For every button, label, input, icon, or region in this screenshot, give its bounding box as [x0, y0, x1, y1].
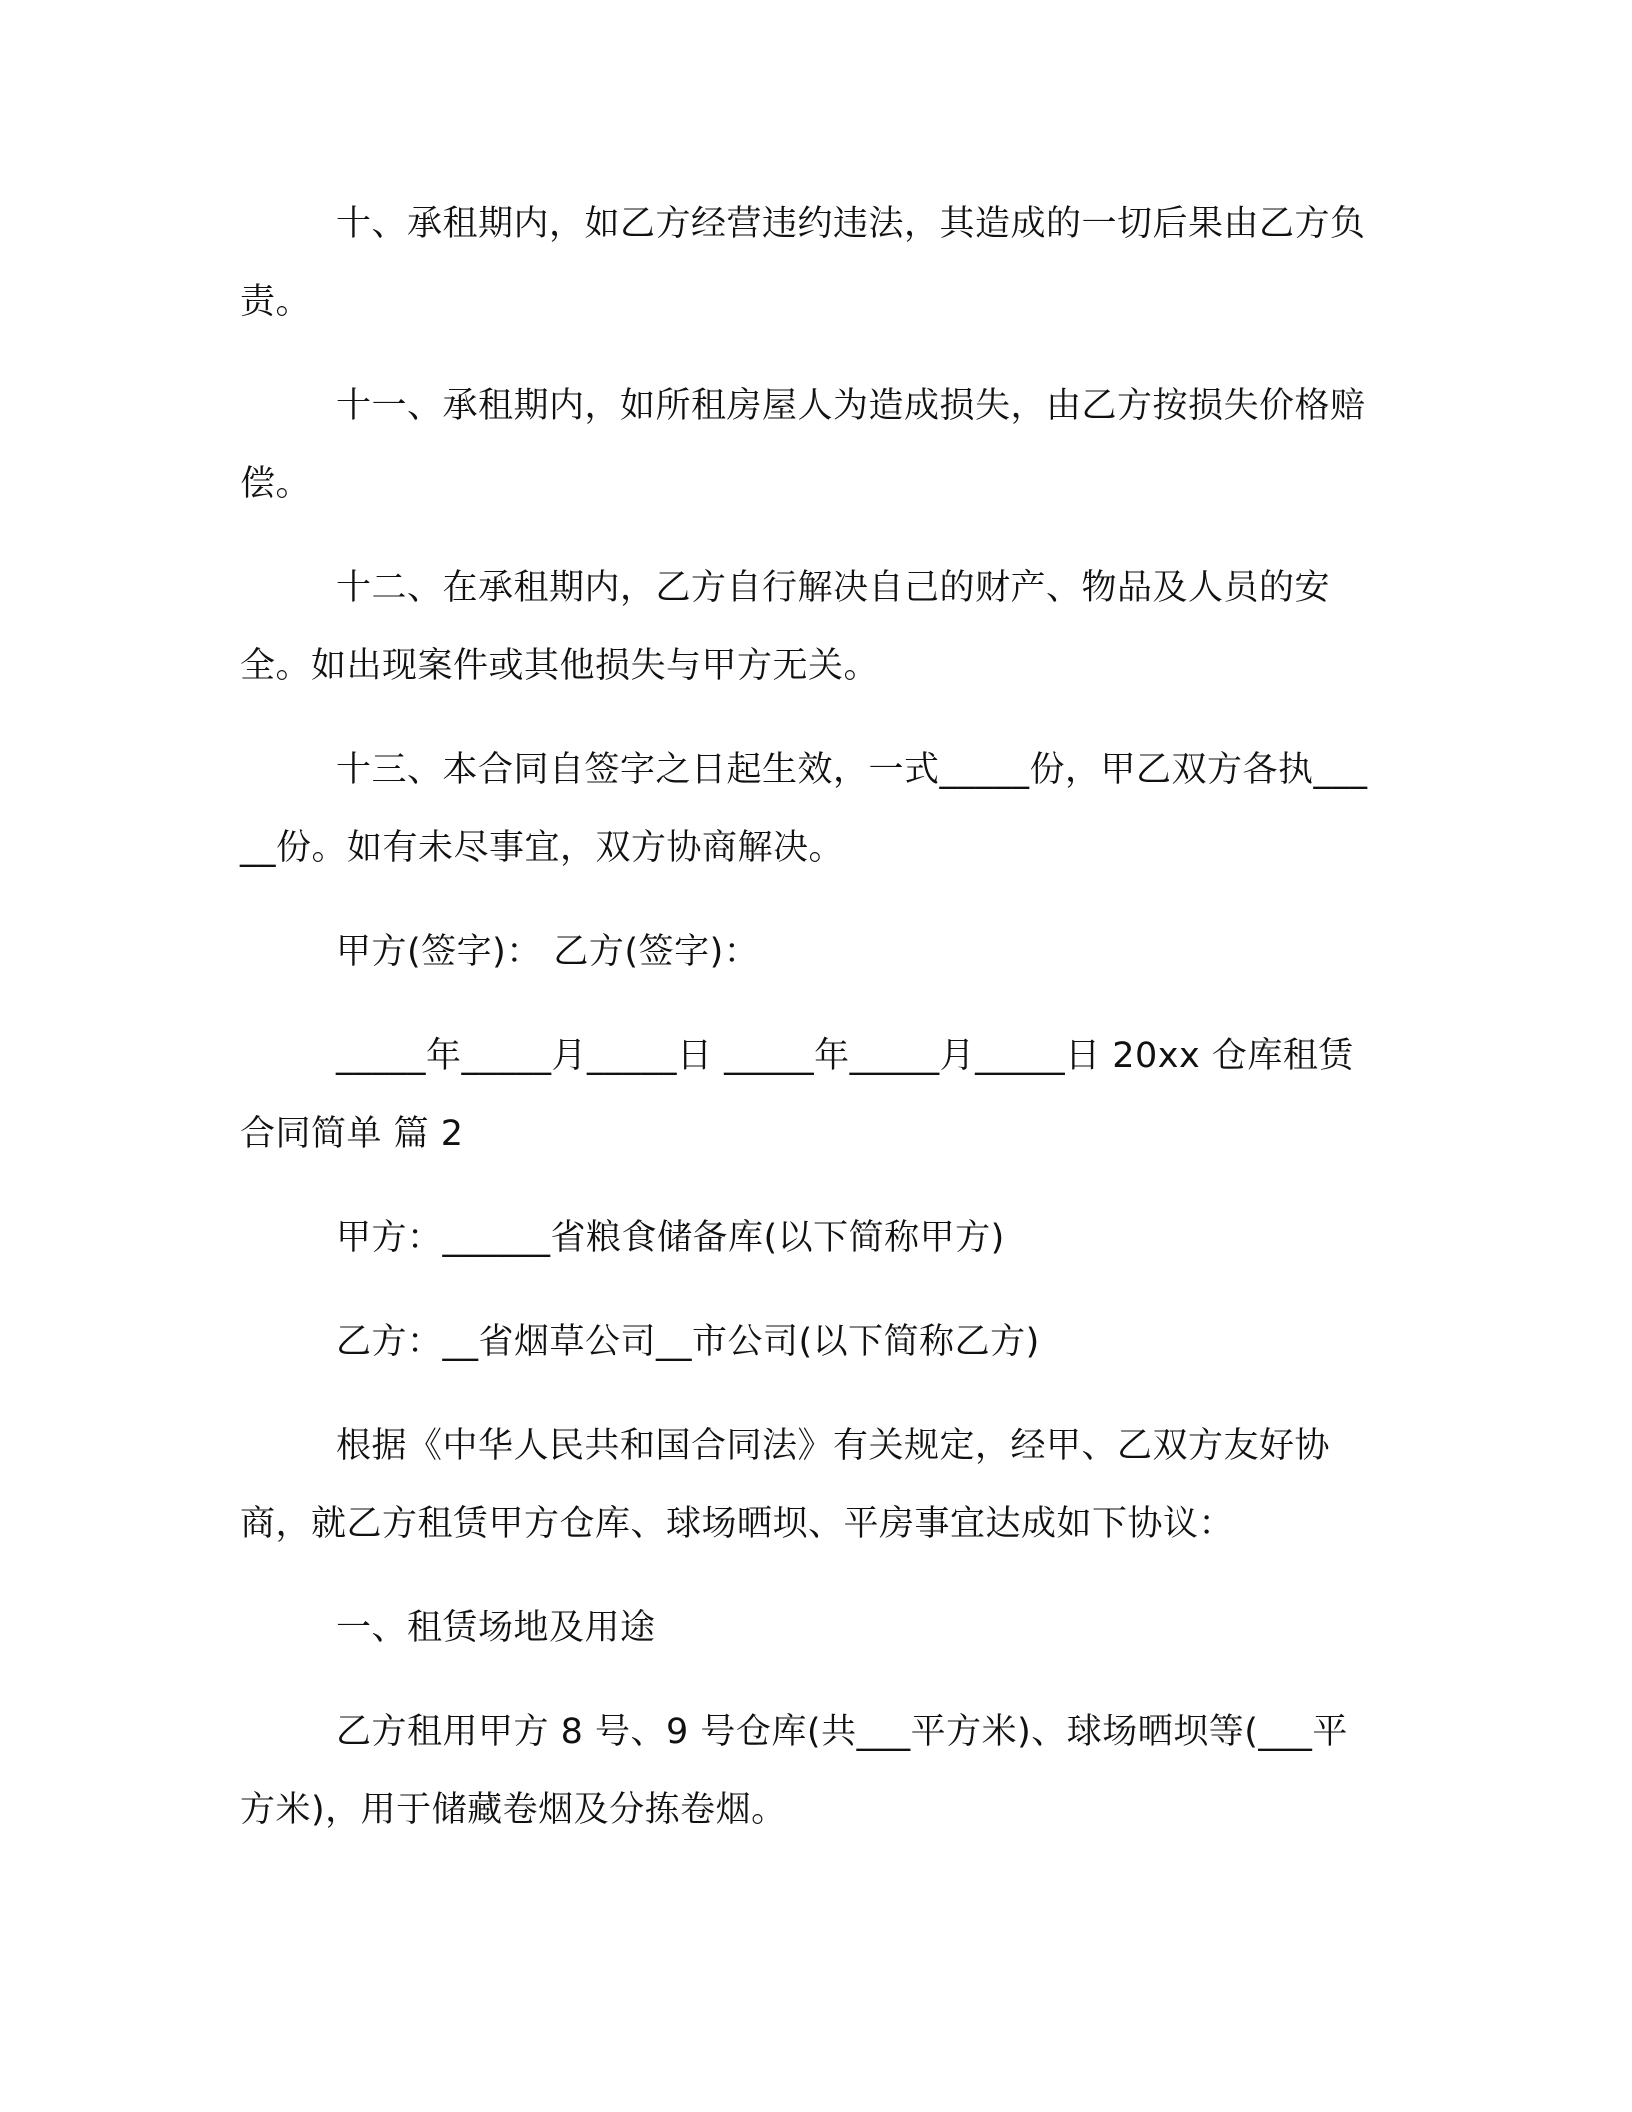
clause-13: 十三、本合同自签字之日起生效，一式_____份，甲乙双方各执_____份。如有未尽事宜，双方协商解决。 — [240, 750, 1368, 868]
clause-11: 十一、承租期内，如所租房屋人为造成损失，由乙方按损失价格赔偿。 — [240, 386, 1366, 504]
party-b: 乙方：__省烟草公司__市公司(以下简称乙方) — [336, 1322, 1040, 1362]
clause-12: 十二、在承租期内，乙方自行解决自己的财产、物品及人员的安全。如出现案件或其他损失与甲方无关。 — [240, 568, 1331, 686]
signature-line: 甲方(签字)： 乙方(签字)： — [336, 932, 760, 972]
section-1-heading: 一、租赁场地及用途 — [336, 1608, 656, 1648]
date-line-and-heading: _____年_____月_____日 _____年_____月_____日 20xx 仓库租赁合同简单 篇 2 — [240, 1036, 1354, 1154]
section-1-body: 乙方租用甲方 8 号、9 号仓库(共___平方米)、球场晒坝等(___平方米)，用于储藏卷烟及分拣卷烟。 — [240, 1712, 1348, 1830]
document-body — [240, 185, 1380, 1849]
preamble: 根据《中华人民共和国合同法》有关规定，经甲、乙双方友好协商，就乙方租赁甲方仓库、球场晒坝、平房事宜达成如下协议： — [240, 1426, 1331, 1544]
party-a: 甲方：______省粮食储备库(以下简称甲方) — [336, 1218, 1005, 1258]
clause-10: 十、承租期内，如乙方经营违约违法，其造成的一切后果由乙方负责。 — [240, 204, 1366, 322]
